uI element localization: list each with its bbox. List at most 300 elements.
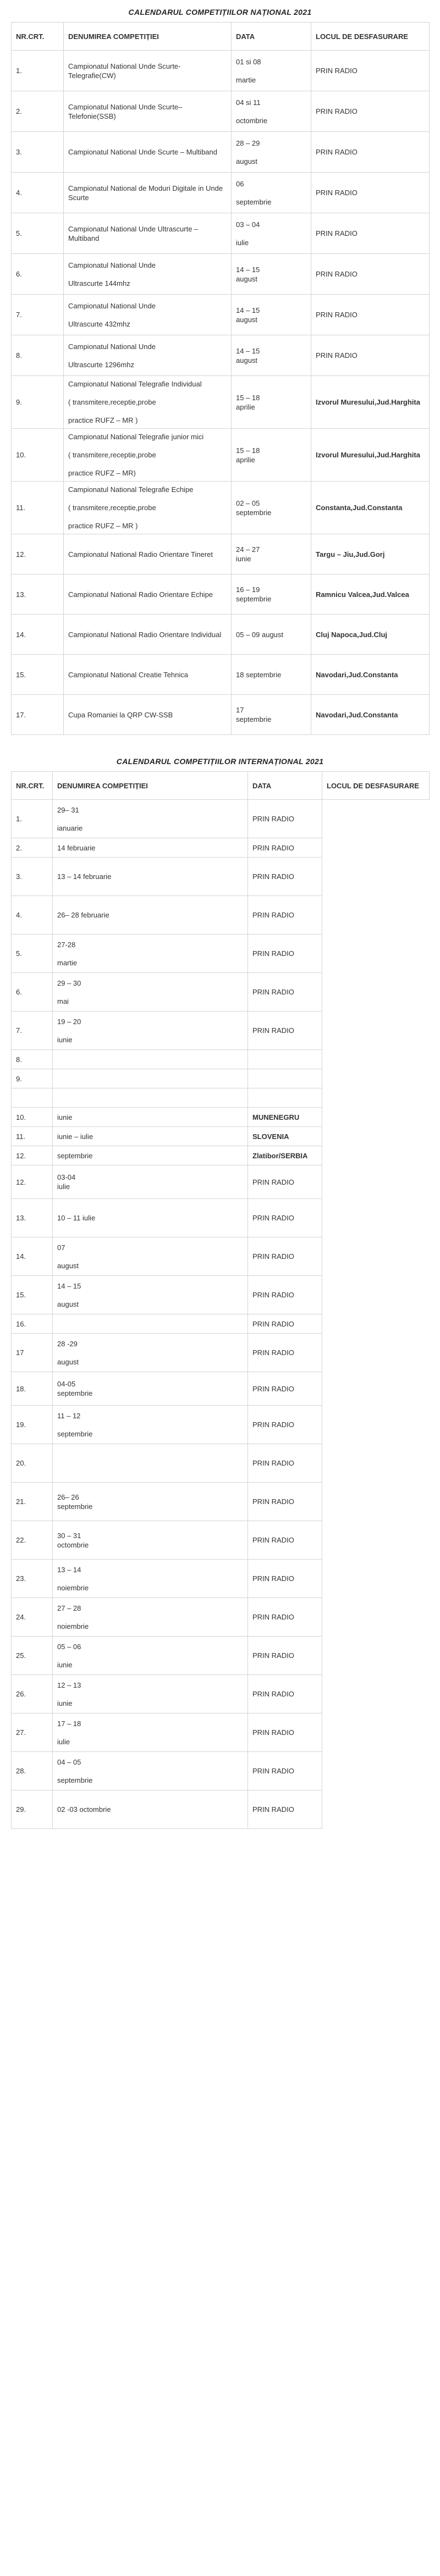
- international-calendar-table: [11, 771, 430, 1829]
- competition-name-line: Campionatul National Unde: [68, 301, 156, 310]
- date-month: septembrie: [236, 715, 272, 723]
- spacer-line: [68, 460, 227, 468]
- competition-date: [232, 51, 311, 91]
- row-number: 18.: [12, 1372, 53, 1406]
- row-number: 7.: [12, 1011, 53, 1050]
- competition-date: [232, 655, 311, 695]
- competition-date: [53, 1050, 248, 1069]
- date-days: 29 – 30: [57, 979, 81, 987]
- row-number: 14.: [12, 615, 64, 655]
- competition-name-line: Ultrascurte 1296mhz: [68, 360, 134, 369]
- competition-date: [232, 534, 311, 574]
- row-number: 15.: [12, 1276, 53, 1314]
- competition-date: [53, 1146, 248, 1165]
- table-row: [12, 254, 430, 295]
- competition-name-line: Campionatul National Telegrafie junior mici: [68, 433, 204, 441]
- spacer-line: [68, 311, 227, 319]
- row-number: 1.: [12, 51, 64, 91]
- date-month: septembrie: [57, 1389, 93, 1397]
- table-row: [12, 896, 430, 935]
- spacer-line: [57, 1574, 243, 1583]
- competition-name: [64, 91, 232, 132]
- table-row: [12, 295, 430, 335]
- competition-place: [248, 1069, 322, 1088]
- row-number: 1.: [12, 800, 53, 838]
- competition-place: [248, 1088, 322, 1108]
- header-name: DENUMIREA COMPETIȚIEI: [53, 772, 248, 800]
- date-days: 19 – 20: [57, 1017, 81, 1026]
- date-days: 16 – 19: [236, 585, 260, 594]
- date-month: mai: [57, 997, 69, 1005]
- table-row: [12, 1790, 430, 1829]
- date-days: iunie: [57, 1113, 73, 1121]
- competition-place: Zlatibor/SERBIA: [248, 1146, 322, 1165]
- competition-date: [53, 973, 248, 1011]
- table-row: [12, 838, 430, 858]
- header-date: DATA: [248, 772, 322, 800]
- table-row: [12, 1050, 430, 1069]
- table-header-row: [12, 23, 430, 51]
- spacer-line: [57, 1767, 243, 1776]
- row-number: 16.: [12, 1314, 53, 1334]
- header-name: DENUMIREA COMPETIȚIEI: [64, 23, 232, 51]
- row-number: 17: [12, 1334, 53, 1372]
- date-days: 13 – 14 februarie: [57, 872, 112, 881]
- header-date: DATA: [232, 23, 311, 51]
- competition-name-line: Campionatul National Telegrafie Echipe: [68, 485, 194, 494]
- table-row: [12, 91, 430, 132]
- competition-name-line: Ultrascurte 144mhz: [68, 279, 130, 288]
- date-days: 14 – 15: [236, 346, 260, 355]
- date-month: august: [236, 274, 258, 283]
- date-days: 02 -03 octombrie: [57, 1805, 111, 1814]
- table-row: [12, 800, 430, 838]
- competition-date: [232, 295, 311, 335]
- competition-date: [53, 1637, 248, 1675]
- table-row: [12, 615, 430, 655]
- competition-name: [64, 695, 232, 735]
- date-month: august: [236, 315, 258, 324]
- spacer-line: [57, 1651, 243, 1660]
- date-month: aprilie: [236, 402, 255, 411]
- table-row: [12, 1127, 430, 1146]
- spacer-line: [57, 1690, 243, 1699]
- table-row: [12, 1560, 430, 1598]
- competition-date: [53, 1199, 248, 1237]
- date-month: august: [236, 157, 258, 165]
- table-row: [12, 173, 430, 213]
- competition-name-line: Campionatul National Telegrafie Individual: [68, 380, 202, 388]
- competition-name: [64, 335, 232, 376]
- competition-place: PRIN RADIO: [248, 1598, 322, 1637]
- header-place: LOCUL DE DESFASURARE: [311, 23, 430, 51]
- spacer-line: [236, 148, 306, 157]
- date-days: 28 -29: [57, 1339, 78, 1348]
- competition-place: PRIN RADIO: [248, 1314, 322, 1334]
- competition-place: [248, 1050, 322, 1069]
- competition-date: [232, 254, 311, 295]
- date-days: 04 si 11: [236, 98, 261, 107]
- table-row: [12, 429, 430, 482]
- date-month: iulie: [236, 238, 249, 247]
- date-days: 26– 28 februarie: [57, 911, 109, 919]
- national-table-body: [12, 51, 430, 735]
- spacer-line: [57, 1252, 243, 1261]
- competition-name: [64, 213, 232, 254]
- row-number: 11.: [12, 1127, 53, 1146]
- row-number: 12.: [12, 534, 64, 574]
- date-days: 17: [236, 706, 244, 714]
- competition-date: [53, 1483, 248, 1521]
- competition-date: [232, 615, 311, 655]
- table-row: [12, 1713, 430, 1752]
- competition-place: PRIN RADIO: [248, 1637, 322, 1675]
- date-days: 15 – 18: [236, 446, 260, 455]
- date-days: 01 si 08: [236, 57, 261, 66]
- date-month: septembrie: [57, 1502, 93, 1511]
- competition-date: [53, 1108, 248, 1127]
- competition-place: PRIN RADIO: [248, 1521, 322, 1560]
- table-row: [12, 1146, 430, 1165]
- table-row: [12, 1598, 430, 1637]
- row-number: 23.: [12, 1560, 53, 1598]
- competition-place: PRIN RADIO: [248, 1276, 322, 1314]
- competition-name-line: Campionatul National Unde Scurte – Multiband: [68, 148, 217, 156]
- table-row: [12, 695, 430, 735]
- date-days: 14 – 15: [57, 1281, 81, 1290]
- competition-name: [64, 376, 232, 429]
- spacer-line: [57, 1613, 243, 1622]
- table-row: [12, 574, 430, 615]
- date-days: 05 – 09 august: [236, 630, 284, 639]
- competition-name: [64, 429, 232, 482]
- table-row: [12, 213, 430, 254]
- competition-date: [232, 574, 311, 615]
- competition-name: [64, 51, 232, 91]
- header-nr: NR.CRT.: [12, 23, 64, 51]
- date-month: iunie: [57, 1699, 73, 1707]
- competition-place: PRIN RADIO: [248, 973, 322, 1011]
- competition-name: [64, 132, 232, 173]
- row-number: 10.: [12, 1108, 53, 1127]
- spacer-line: [68, 441, 227, 450]
- competition-date: [232, 695, 311, 735]
- competition-date: [53, 800, 248, 838]
- row-number: 10.: [12, 429, 64, 482]
- date-month: iunie: [57, 1660, 73, 1669]
- row-number: 4.: [12, 173, 64, 213]
- competition-name: [64, 574, 232, 615]
- competition-place: PRIN RADIO: [311, 254, 430, 295]
- competition-place: MUNENEGRU: [248, 1108, 322, 1127]
- date-month: august: [236, 356, 258, 364]
- spacer-line: [68, 494, 227, 503]
- competition-place: PRIN RADIO: [248, 1406, 322, 1444]
- competition-date: [53, 1521, 248, 1560]
- competition-place: PRIN RADIO: [248, 896, 322, 935]
- date-days: 02 – 05: [236, 499, 260, 507]
- row-number: 2.: [12, 91, 64, 132]
- competition-date: [53, 1237, 248, 1276]
- table-row: [12, 1237, 430, 1276]
- competition-name-line: Campionatul National Creatie Tehnica: [68, 670, 188, 679]
- table-row: [12, 1752, 430, 1790]
- competition-date: [53, 1598, 248, 1637]
- competition-date: [232, 376, 311, 429]
- date-days: 15 – 18: [236, 393, 260, 402]
- competition-place: PRIN RADIO: [311, 335, 430, 376]
- competition-place: Cluj Napoca,Jud.Cluj: [311, 615, 430, 655]
- competition-place: PRIN RADIO: [248, 1713, 322, 1752]
- competition-date: [232, 335, 311, 376]
- date-days: 10 – 11: [57, 1214, 81, 1222]
- date-month: august: [57, 1300, 79, 1308]
- table-header-row: [12, 772, 430, 800]
- row-number: 20.: [12, 1444, 53, 1483]
- date-month: august: [57, 1357, 79, 1366]
- competition-name-line: Campionatul National Radio Orientare Tineret: [68, 550, 213, 559]
- row-number: 13.: [12, 574, 64, 615]
- table-row: [12, 1314, 430, 1334]
- competition-place: PRIN RADIO: [248, 1334, 322, 1372]
- table-row: [12, 935, 430, 973]
- competition-name: [64, 295, 232, 335]
- competition-date: [53, 1127, 248, 1146]
- table-row: [12, 1483, 430, 1521]
- row-number: 9.: [12, 1069, 53, 1088]
- competition-date: [53, 838, 248, 858]
- competition-name: [64, 655, 232, 695]
- row-number: 4.: [12, 896, 53, 935]
- competition-place: PRIN RADIO: [248, 1372, 322, 1406]
- competition-date: [53, 896, 248, 935]
- competition-place: PRIN RADIO: [248, 1752, 322, 1790]
- competition-place: PRIN RADIO: [311, 213, 430, 254]
- competition-place: PRIN RADIO: [248, 1675, 322, 1713]
- competition-name-line: ( transmitere,receptie,probe: [68, 398, 156, 406]
- row-number: 8.: [12, 1050, 53, 1069]
- spacer-line: [57, 1026, 243, 1035]
- international-table-body: [12, 800, 430, 1829]
- row-number: 6.: [12, 973, 53, 1011]
- row-number: 5.: [12, 935, 53, 973]
- competition-date: [232, 482, 311, 534]
- date-month: noiembrie: [57, 1583, 89, 1592]
- competition-place: PRIN RADIO: [248, 858, 322, 896]
- competition-date: [53, 1165, 248, 1199]
- row-number: 27.: [12, 1713, 53, 1752]
- competition-place: PRIN RADIO: [248, 1483, 322, 1521]
- row-number: 21.: [12, 1483, 53, 1521]
- date-month: iunie: [236, 555, 251, 563]
- date-days: 05 – 06: [57, 1642, 81, 1651]
- competition-place: Navodari,Jud.Constanta: [311, 695, 430, 735]
- date-month: octombrie: [57, 1540, 89, 1549]
- row-number: 2.: [12, 838, 53, 858]
- table-row: [12, 973, 430, 1011]
- competition-name: [64, 254, 232, 295]
- competition-place: PRIN RADIO: [248, 838, 322, 858]
- date-days: 06: [236, 179, 244, 188]
- table-row: [12, 534, 430, 574]
- competition-place: PRIN RADIO: [248, 1237, 322, 1276]
- competition-date: [53, 1069, 248, 1088]
- competition-name-line: practice RUFZ – MR ): [68, 416, 138, 424]
- date-days: 29– 31: [57, 805, 79, 814]
- table-row: [12, 1276, 430, 1314]
- competition-date: [53, 858, 248, 896]
- date-days: 13 – 14: [57, 1565, 81, 1574]
- table-row: [12, 132, 430, 173]
- table-row: [12, 1444, 430, 1483]
- date-month: septembrie: [236, 197, 272, 206]
- competition-date: [53, 1444, 248, 1483]
- competition-name-line: Campionatul National Unde Scurte–Telefonie(SSB): [68, 102, 183, 120]
- date-month: iunie: [57, 1035, 73, 1044]
- competition-name: [64, 534, 232, 574]
- competition-place: Izvorul Muresului,Jud.Harghita: [311, 376, 430, 429]
- date-days: 28 – 29: [236, 139, 260, 147]
- date-days: 27 – 28: [57, 1604, 81, 1612]
- date-days: 07: [57, 1243, 65, 1252]
- competition-place: PRIN RADIO: [311, 295, 430, 335]
- row-number: [12, 1088, 53, 1108]
- row-number: 12.: [12, 1146, 53, 1165]
- row-number: 29.: [12, 1790, 53, 1829]
- competition-place: Ramnicu Valcea,Jud.Valcea: [311, 574, 430, 615]
- competition-name-line: ( transmitere,receptie,probe: [68, 504, 156, 512]
- table-row: [12, 1372, 430, 1406]
- spacer-line: [57, 815, 243, 823]
- competition-date: [53, 1713, 248, 1752]
- table-row: [12, 1406, 430, 1444]
- competition-date: [53, 935, 248, 973]
- date-month: septembrie: [236, 508, 272, 517]
- competition-date: [53, 1011, 248, 1050]
- row-number: 9.: [12, 376, 64, 429]
- competition-name: [64, 615, 232, 655]
- date-days: 14 februarie: [57, 843, 96, 852]
- date-days: 27-28: [57, 940, 76, 949]
- date-days: septembrie: [57, 1151, 93, 1160]
- date-month: octombrie: [236, 116, 268, 125]
- competition-date: [53, 1372, 248, 1406]
- date-month: iulie: [57, 1737, 70, 1746]
- spacer-line: [236, 67, 306, 75]
- competition-name-line: practice RUFZ – MR ): [68, 522, 138, 530]
- date-month: noiembrie: [57, 1622, 89, 1630]
- competition-place: PRIN RADIO: [248, 1199, 322, 1237]
- spacer-line: [57, 1420, 243, 1429]
- competition-date: [53, 1790, 248, 1829]
- competition-name-line: Campionatul National Unde Scurte-Telegrafie(CW): [68, 62, 181, 80]
- spacer-line: [57, 949, 243, 958]
- date-month: iulie: [57, 1182, 70, 1191]
- competition-name: [64, 173, 232, 213]
- competition-date: [232, 213, 311, 254]
- competition-date: [232, 429, 311, 482]
- competition-name-line: Ultrascurte 432mhz: [68, 319, 130, 328]
- date-days: 17 – 18: [57, 1719, 81, 1728]
- date-days: 14 – 15: [236, 306, 260, 314]
- competition-name-line: Campionatul National Unde Ultrascurte – Multiband: [68, 224, 199, 242]
- row-number: 7.: [12, 295, 64, 335]
- table-row: [12, 482, 430, 534]
- competition-name: [64, 482, 232, 534]
- competition-place: PRIN RADIO: [311, 173, 430, 213]
- competition-place: PRIN RADIO: [311, 51, 430, 91]
- spacer-line: [236, 107, 306, 116]
- row-number: 28.: [12, 1752, 53, 1790]
- table-row: [12, 858, 430, 896]
- table-row: [12, 51, 430, 91]
- competition-place: PRIN RADIO: [248, 800, 322, 838]
- row-number: 22.: [12, 1521, 53, 1560]
- spacer-line: [68, 389, 227, 397]
- competition-place: PRIN RADIO: [248, 935, 322, 973]
- row-number: 11.: [12, 482, 64, 534]
- date-days: 26– 26: [57, 1492, 79, 1501]
- table-row: [12, 376, 430, 429]
- row-number: 19.: [12, 1406, 53, 1444]
- date-days: 18 septembrie: [236, 670, 282, 679]
- competition-place: PRIN RADIO: [248, 1011, 322, 1050]
- spacer-line: [68, 351, 227, 360]
- table-row: [12, 1108, 430, 1127]
- national-title: CALENDARUL COMPETIȚIILOR NAȚIONAL 2021: [128, 8, 312, 16]
- date-month: ianuarie: [57, 823, 83, 832]
- row-number: 14.: [12, 1237, 53, 1276]
- header-place: LOCUL DE DESFASURARE: [322, 772, 430, 800]
- competition-name-line: Cupa Romaniei la QRP CW-SSB: [68, 710, 173, 719]
- spacer-line: [68, 512, 227, 521]
- competition-place: Targu – Jiu,Jud.Gorj: [311, 534, 430, 574]
- date-days: 12 – 13: [57, 1681, 81, 1689]
- competition-place: Navodari,Jud.Constanta: [311, 655, 430, 695]
- competition-date: [53, 1752, 248, 1790]
- competition-name-line: ( transmitere,receptie,probe: [68, 451, 156, 459]
- competition-name-line: Campionatul National Radio Orientare Individual: [68, 630, 222, 639]
- date-month: august: [57, 1261, 79, 1270]
- date-month: septembrie: [57, 1776, 93, 1784]
- date-month: iulie: [82, 1214, 96, 1222]
- date-days: 30 – 31: [57, 1531, 81, 1540]
- competition-place: PRIN RADIO: [248, 1790, 322, 1829]
- competition-date: [53, 1560, 248, 1598]
- date-days: 03 – 04: [236, 220, 260, 229]
- competition-date: [232, 91, 311, 132]
- table-row: [12, 1521, 430, 1560]
- competition-name-line: Campionatul National Unde: [68, 342, 156, 351]
- table-row: [12, 655, 430, 695]
- international-title: CALENDARUL COMPETIȚIILOR INTERNAȚIONAL 2021: [116, 757, 324, 766]
- competition-date: [232, 132, 311, 173]
- table-row: [12, 1088, 430, 1108]
- date-days: 24 – 27: [236, 545, 260, 554]
- competition-place: Izvorul Muresului,Jud.Harghita: [311, 429, 430, 482]
- row-number: 13.: [12, 1199, 53, 1237]
- national-calendar-table: [11, 22, 430, 735]
- date-days: 03-04: [57, 1173, 76, 1181]
- table-row: [12, 1637, 430, 1675]
- date-month: martie: [236, 75, 256, 84]
- row-number: 26.: [12, 1675, 53, 1713]
- table-row: [12, 1675, 430, 1713]
- spacer-line: [57, 1291, 243, 1300]
- table-row: [12, 1199, 430, 1237]
- competition-place: PRIN RADIO: [248, 1165, 322, 1199]
- competition-place: PRIN RADIO: [311, 132, 430, 173]
